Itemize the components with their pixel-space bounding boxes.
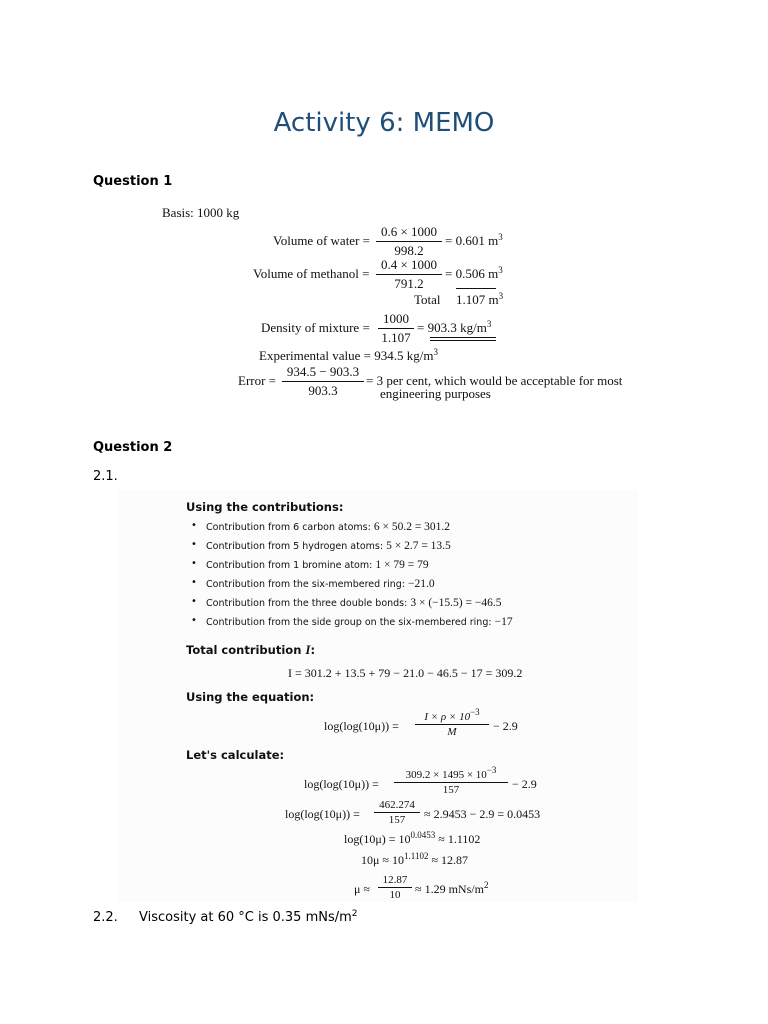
total-contribution-equation: I = 301.2 + 13.5 + 79 − 21.0 − 46.5 − 17 = 309.2: [288, 666, 523, 680]
calc-step-1-numerator: $309.2 \times 1495 \times 10^{-3}$: [394, 769, 508, 783]
calc-step-5-fraction: [378, 874, 412, 901]
error-numerator: 934.5 − 903.3: [282, 364, 364, 382]
double-underline-bottom: [430, 340, 496, 341]
calc-step-1-lhs: log(log(10μ)) =: [304, 777, 379, 791]
contribution-item: • Contribution from 5 hydrogen atoms: 5 × 2.7 = 13.5: [191, 539, 451, 552]
methanol-fraction: [376, 257, 442, 292]
question-2-solution-image: [118, 490, 638, 902]
error-denominator: 903.3: [308, 383, 338, 398]
calc-step-2-lhs: log(log(10μ)) =: [285, 807, 360, 821]
water-result: = 0.601 $m^3$: [445, 232, 503, 248]
error-result-line-2: engineering purposes: [380, 386, 491, 401]
total-underline: [456, 288, 496, 289]
methanol-numerator: 0.4 × 1000: [376, 257, 442, 275]
total-label: Total: [414, 292, 441, 307]
error-result-line-1: = 3 per cent, which would be acceptable for most: [366, 373, 623, 388]
calc-step-2-numerator: 462.274: [374, 799, 420, 813]
contribution-item: • Contribution from the three double bonds: 3 × (−15.5) = −46.5: [191, 596, 502, 609]
question-2-heading: Question 2: [93, 440, 173, 455]
total-value: 1.107 $m^3$: [456, 291, 504, 307]
density-denominator: 1.107: [381, 330, 411, 345]
calc-step-5-numerator: 12.87: [378, 874, 412, 888]
density-numerator: 1000: [378, 311, 414, 329]
question-1-heading: Question 1: [93, 174, 173, 189]
contributions-heading: Using the contributions:: [186, 500, 344, 514]
water-denominator: 998.2: [394, 243, 424, 258]
subquestion-2-1-label: 2.1.: [93, 469, 118, 484]
equation-heading: Using the equation:: [186, 690, 315, 704]
calc-step-5-lhs: μ ≈: [354, 882, 371, 896]
calc-step-2-fraction: [374, 799, 420, 826]
calc-step-2-tail: ≈ 2.9453 − 2.9 = 0.0453: [424, 807, 541, 821]
water-fraction: [376, 224, 442, 259]
methanol-denominator: 791.2: [394, 276, 424, 291]
total-contribution-heading: Total contribution I:: [186, 642, 316, 657]
contribution-item: • Contribution from the six-membered ring: −21.0: [191, 577, 435, 590]
contribution-item: • Contribution from 6 carbon atoms: 6 × 50.2 = 301.2: [191, 520, 451, 533]
double-underline-top: [430, 337, 496, 338]
experimental-value: Experimental value = 934.5 $kg/m^3$: [259, 347, 438, 363]
methanol-label: Volume of methanol =: [253, 266, 370, 281]
calc-step-3: $\log(10\mu) = 10^{0.0453} \approx 1.1102$: [344, 830, 481, 846]
methanol-result: = 0.506 $m^3$: [445, 265, 503, 281]
calc-step-5-denominator: 10: [389, 889, 401, 901]
basis-line: Basis: 1000 kg: [162, 205, 240, 220]
calc-step-1-tail: − 2.9: [512, 777, 537, 791]
calc-step-1-denominator: 157: [442, 784, 460, 796]
equation-fraction: [415, 707, 489, 738]
subquestion-2-2-answer: Viscosity at 60 °C is 0.35 mNs/$m^2$: [139, 909, 358, 925]
equation-numerator: $I \times \rho \times 10^{-3}$: [415, 711, 489, 725]
calc-step-5-tail: ≈ 1.29 mNs/$m^2$: [415, 880, 489, 896]
equation-denominator: M: [447, 726, 457, 738]
calc-step-2-denominator: 157: [388, 814, 406, 826]
calculation-heading: Let's calculate:: [186, 748, 285, 762]
calc-step-4: $10\mu \approx 10^{1.1102} \approx 12.87$: [361, 851, 469, 867]
density-result: = 903.3 $kg/m^3$: [417, 319, 492, 335]
error-label: Error =: [238, 373, 277, 388]
page-title: Activity 6: MEMO: [273, 108, 495, 138]
density-label: Density of mixture =: [261, 320, 370, 335]
density-fraction: [378, 311, 414, 346]
equation-tail: − 2.9: [493, 719, 518, 733]
contribution-item: • Contribution from the side group on the six-membered ring: −17: [191, 615, 513, 628]
calc-step-1-fraction: [394, 765, 508, 796]
contribution-item: • Contribution from 1 bromine atom: 1 × 79 = 79: [191, 558, 429, 571]
water-numerator: 0.6 × 1000: [376, 224, 442, 242]
error-fraction: [282, 364, 364, 399]
water-label: Volume of water =: [273, 233, 370, 248]
equation-lhs: log(log(10μ)) =: [324, 719, 399, 733]
subquestion-2-2-label: 2.2.: [93, 910, 118, 925]
